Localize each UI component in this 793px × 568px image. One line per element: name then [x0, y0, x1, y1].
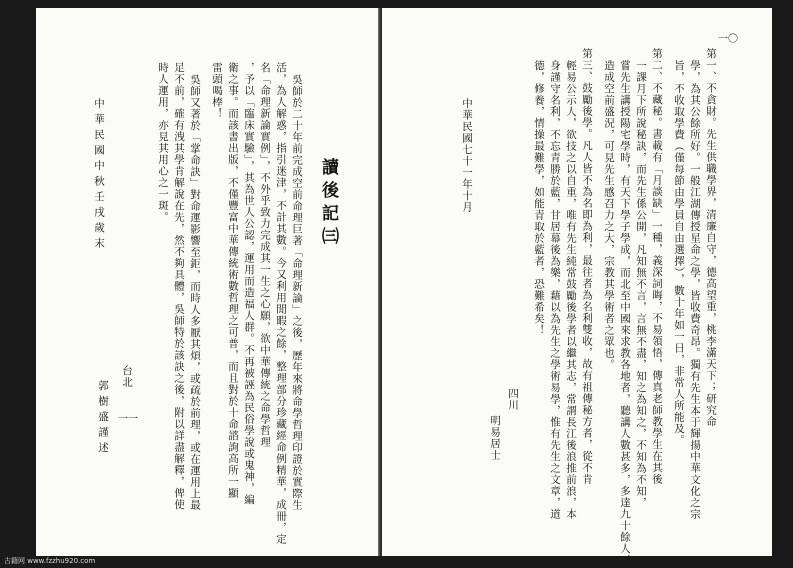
left-date: 中華民國中秋壬戌歲末 — [93, 98, 105, 253]
right-paragraph-line: 一課月下所說秘訣，而先生係公開，凡知無不言，言無不盡，知之為知之，不知為不知， — [635, 60, 647, 509]
right-signature-place: 四川 — [507, 388, 519, 411]
right-paragraph-line: 旨，不收取學費（僅每節由學員自由選擇），數十年如一日，非常人所能及。 — [673, 60, 685, 446]
right-paragraph-line: 輕易公示人，欲技之以自重，唯有先生純常鼓勵後學者以繼其志，常謂長江後浪推前浪，本 — [565, 60, 577, 520]
section-title: 讀後記㈢ — [318, 158, 338, 250]
left-paragraph-line: 名「命理新論實例」，不外乎致力完成其一生之心願，欲中華傳統之命學哲理 — [259, 62, 271, 448]
left-paragraph-line: 雷頭喝棒！ — [211, 62, 223, 120]
right-paragraph-line: 學，為其公餘所好。一般江湖傳授星命之學，皆收費奇昂。獨有先生本于輝揚中華文化之宗 — [689, 60, 701, 520]
right-paragraph-line: 造成空前盛況，可見先生感召力之大，宗教其學術者之眾也。 — [603, 60, 615, 371]
right-paragraph-line: 身謹守名利，不忘青勝於藍，甘居幕後為樂，藉以為先生之學術易學，惟有先生之文章，道 — [549, 60, 561, 520]
left-signature-place: 台北 — [121, 365, 133, 388]
right-paragraph-line: 嘗先生講授陽宅學時，有天下學子學成，而北至中國來求教各地者，聽講人數甚多，多達九十餘人， — [619, 60, 631, 566]
left-paragraph-line: 衛之事。而該書出版，不僅豐富中華傳統術數哲理之可普，而且對於十命諮詢高所一顯 — [227, 62, 239, 499]
left-page — [36, 8, 380, 556]
left-signature-name: 郭樹盛謹述 — [97, 380, 109, 458]
left-paragraph-line: 吳師於二十年前完成空前命理巨著「命理新論」之後，歷年來將命學哲理印證於實際生 — [291, 74, 303, 511]
site-watermark: 古籍网 www.fzzhu920.com — [4, 557, 96, 565]
left-paragraph-line: 足不前，確有洩其學肯解說在先，然不夠具體，吳師特於該訣之後，附以詳盡解釋，俾使 — [173, 62, 185, 511]
left-paragraph-line: ，予以「臨床實驗」，其為世人公認，運用而造福人群。不再被誣為民俗學說或鬼神，編 — [243, 62, 255, 506]
right-paragraph-line: 德，修養，情操最難學，如能青取於藍者，恐難希矣！ — [533, 60, 545, 336]
left-paragraph-line: 吳師又著於「掌命訣」對命運影響至鉅，而時人多厭其煩，或疏於前理，或在運用上最 — [189, 74, 201, 511]
right-paragraph-line: 第一、不貪財。先生供職學界，清廉自守，德高望重，桃李滿天下；研究命 — [705, 48, 717, 428]
right-date: 中華民國七十一年十月 — [461, 98, 473, 213]
right-signature-name: 明易居士 — [489, 415, 501, 461]
left-page-number: 一一 — [118, 414, 138, 425]
left-paragraph-line: 活，為人解惑，指引迷津，不計其數。今又利用閒暇之餘，整理部分珍藏經命例精華，成冊，定 — [275, 62, 287, 545]
left-paragraph-line: 時人運用，亦見其用心之一斑。 — [157, 62, 169, 223]
right-page-number: 一〇 — [718, 34, 738, 45]
right-paragraph-line: 第三、鼓勵後學。凡人皆不為名即為利，最往者為名利雙收，故有祖傳秘方者，從不肯 — [581, 48, 593, 485]
right-paragraph-line: 第二、不藏秘。書載有「月談缺」一種，義深詞晦，不易領悟，傳真老師教學生在其後 — [651, 48, 663, 485]
